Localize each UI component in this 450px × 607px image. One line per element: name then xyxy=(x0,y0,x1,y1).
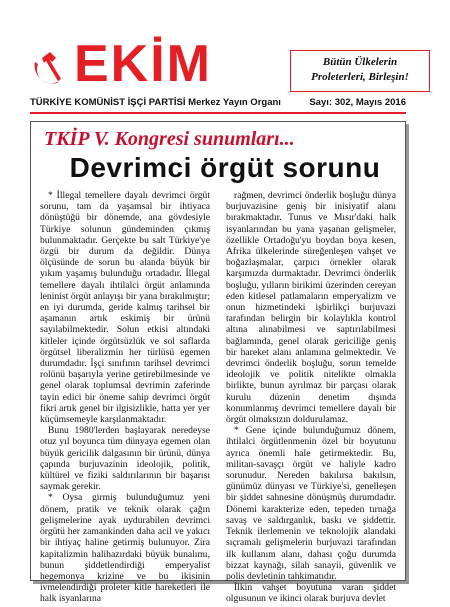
hammer-sickle-icon xyxy=(30,48,70,88)
paragraph: * Gene içinde bulunduğumuz dönem, ihtilalci örgütlenmenin özel bir boyutunu ayrıca önemli hale getirmektedir. Bu, militan-savaşçı örgüt ve haliyle kadro sorunudur. Nereden bakılırsa bakılsın, günümüz dünyası ve Türkiye'si, genelleşen bir şiddet sahnesine dönüşmüş durumdadır. Dönemi karakterize eden, tepeden tırnağa savaş ve saldırganlık, baskı ve şiddettir. Teknik ilerlemenin ve teknolojik alandaki sıçramalı gelişmelerin burjuvazi tarafından ilk kullanım alanı, dahası çoğu durumda bizzat kaynağı, silah sanayii, güvenlik ve polis devletinin tahkimatıdır. xyxy=(226,425,396,582)
slogan-line-2: Proleterleri, Birleşin! xyxy=(311,71,409,83)
masthead xyxy=(28,28,428,98)
paragraph: * Oysa girmiş bulunduğumuz yeni dönem, pratik ve teknik olarak çağın gelişmelerine ayak uydurabilen devrimci örgütü her zamankinden daha acil ve yakıcı bir ihtiyaç haline getirmiş bulunuyor. Zira kapitalizmin halihazırdaki büyük bunalımı, bunun şiddetlendirdiği emperyalist hegemonya krizine ve bu ikisinin ivmelendirdiği proleter kitle hareketleri ile halk isyanlarına xyxy=(40,492,210,605)
slogan-line-1: Bütün Ülkelerin xyxy=(322,56,398,68)
party-name: TÜRKİYE KOMÜNİST İŞÇİ PARTİSİ Merkez Yayın Organı xyxy=(30,97,281,108)
article-kicker: TKİP V. Kongresi sunumları... xyxy=(44,128,295,150)
paragraph: Bunu 1980'lerden başlayarak neredeyse otuz yıl boyunca tüm dünyaya egemen olan büyük gericilik dalgasının bir ürünü, dünya çapında burjuvazinin ideolojik, politik, kültürel ve fiziki saldırılarının bir başarısı saymak gerekir. xyxy=(40,425,210,493)
paragraph: rağmen, devrimci önderlik boşluğu dünya burjuvazisine geniş bir inisiyatif alanı bırakmaktadır. Tunus ve Mısır'daki halk isyanlarından bu yana yaşanan gelişmeler, özellikle Ortadoğu'yu boydan boya kesen, Afrika ülkelerinde süreğenleşen vahşet ve boğazlaşmalar, çarpıcı örnekler olarak karşımızda durmaktadır. Devrimci önderlik boşluğu, yılların birikimi üzerinden cereyan eden kitlesel patlamaların emperyalizm ve onun hizmetindeki işbirlikçi burjuvazi tarafından belirgin bir kolaylıkla kontrol altına alınabilmesi ve saptırılabilmesi bağlamında, genel olarak gericiliğe geniş bir hareket alanı anlamına gelmektedir. Ve devrimci önderlik boşluğu, sorun temelde ideolojik ve politik nitelikte olmakla birlikte, bunun ayrılmaz bir parçası olarak kurulu düzenin denetim dışında konumlanmış devrimci temellere dayalı bir örgüt olmaksızın doldurulamaz. xyxy=(226,190,396,426)
issue-number: Sayı: 302, Mayıs 2016 xyxy=(309,97,406,108)
article-column-left xyxy=(40,190,210,605)
paragraph: * İllegal temellere dayalı devrimci örgüt sorunu, tam da yaşamsal bir ihtiyaca dönüştüğü bir dönemde, ana gövdesiyle Türkiye solunun gündeminden çıkmış bulunmaktadır. Gerçekte bu salt Türkiye'ye özgü bir durum da değildir. Dünya ölçüsünde de sorun bu alanda büyük bir yıkım yaşamış bulunduğu ortadadır. İllegal temellere dayalı ihtilalci örgüt anlamında leninist örgüt anlayışı bir yana bırakılmıştır; en iyi durumda, geride kalmış tarihsel bir aşamanın artık eskimiş bir ürünü sayılabilmektedir. Solun etkisi altındaki kitleler içinde örgütsüzlük ve sol saflarda örgütsel liberalizmin her türlüsü egemen durumdadır. İşçi sınıfının tarihsel devrimci rolünü başarıyla yerine getirebilmesinde ve genel olarak toplumsal devrimin zaferinde tayin edici bir öneme sahip devrimci örgüt fikri artık genel bir ilgisizlikle, hatta yer yer küçümsemeyle karşılanmaktadır. xyxy=(40,190,210,426)
article-column-right xyxy=(226,190,396,605)
brand-logo: EKİM xyxy=(74,35,212,93)
masthead-subline xyxy=(30,97,406,111)
header-divider xyxy=(30,112,406,114)
paragraph: İlkin vahşet boyutuna varan şiddet olgusunun ve ikinci olarak burjuva devlet xyxy=(226,582,396,605)
slogan-box xyxy=(290,50,430,92)
article-title: Devrimci örgüt sorunu xyxy=(69,152,381,183)
